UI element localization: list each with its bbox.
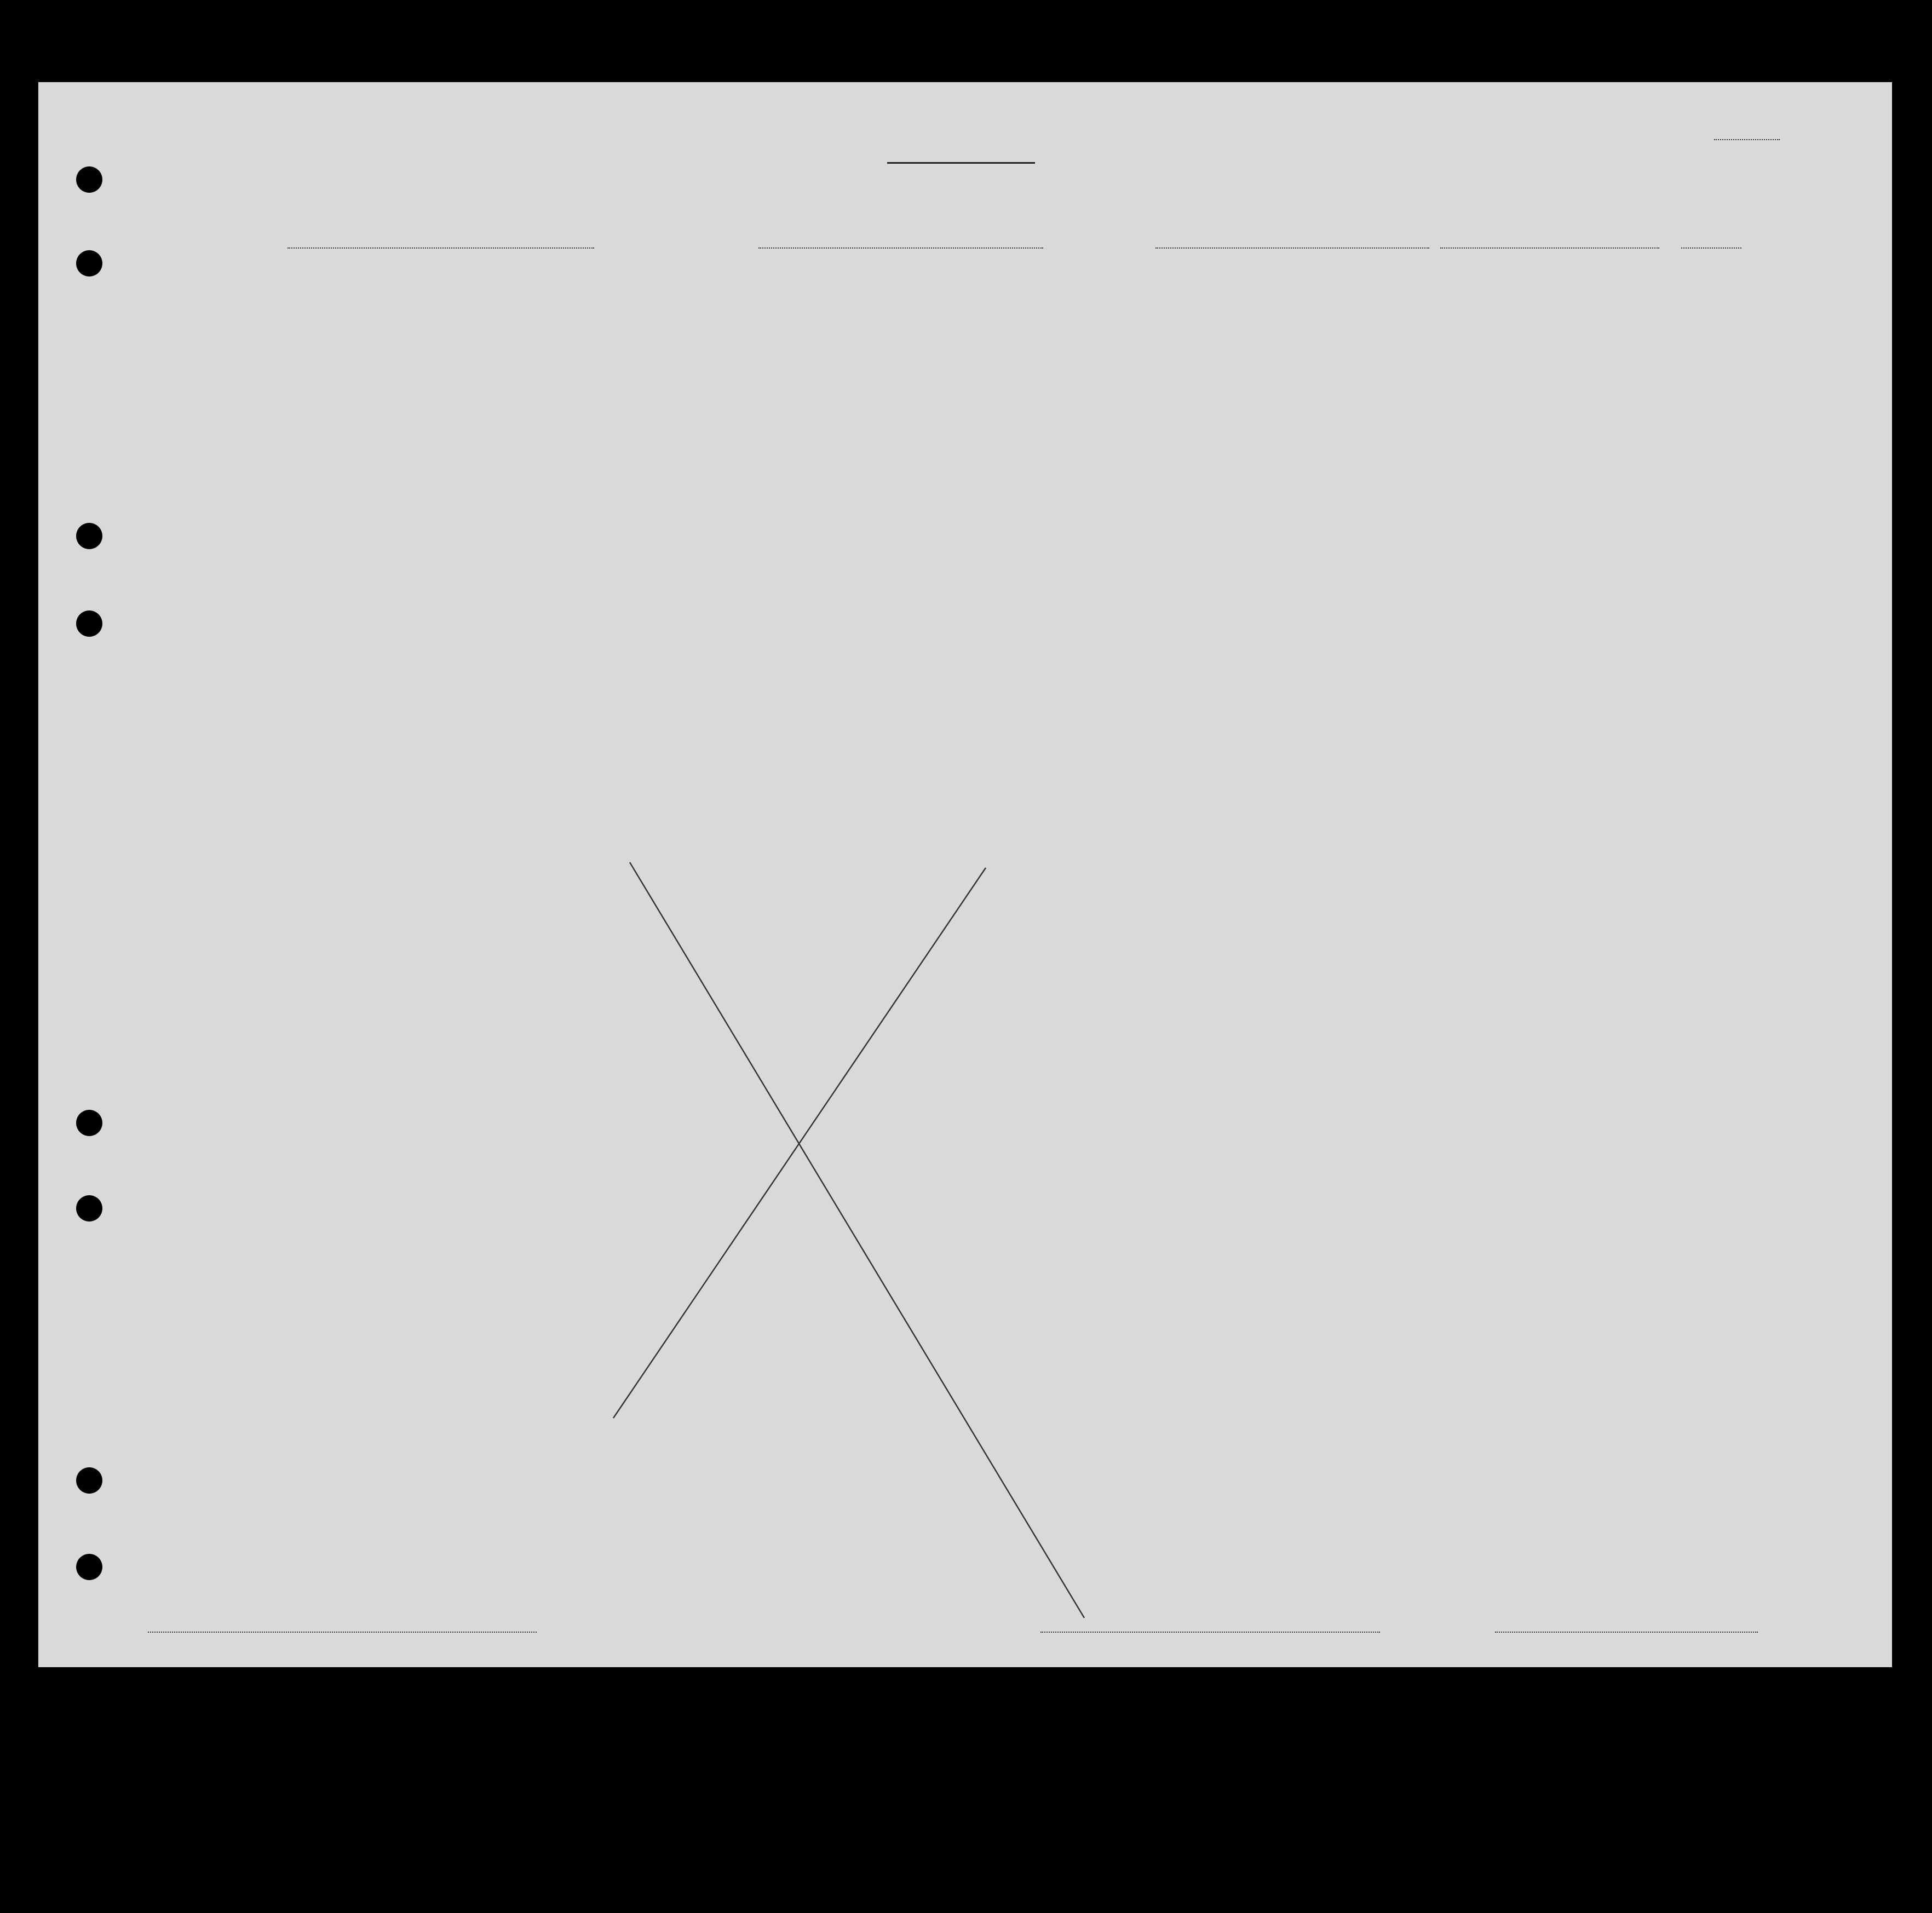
footer-officer-underline: [1495, 1632, 1758, 1633]
cancel-x-mark: [38, 82, 1892, 1667]
punch-hole: [76, 1110, 102, 1136]
footer-line-underline: [148, 1632, 537, 1633]
punch-hole: [76, 250, 102, 276]
manifest-sheet: [38, 82, 1892, 1667]
punch-hole: [76, 523, 102, 549]
punch-hole: [76, 1467, 102, 1494]
punch-hole: [76, 1195, 102, 1221]
footer-agents-underline: [1040, 1632, 1380, 1633]
punch-hole: [76, 1554, 102, 1580]
punch-hole: [76, 610, 102, 637]
punch-hole: [76, 166, 102, 193]
